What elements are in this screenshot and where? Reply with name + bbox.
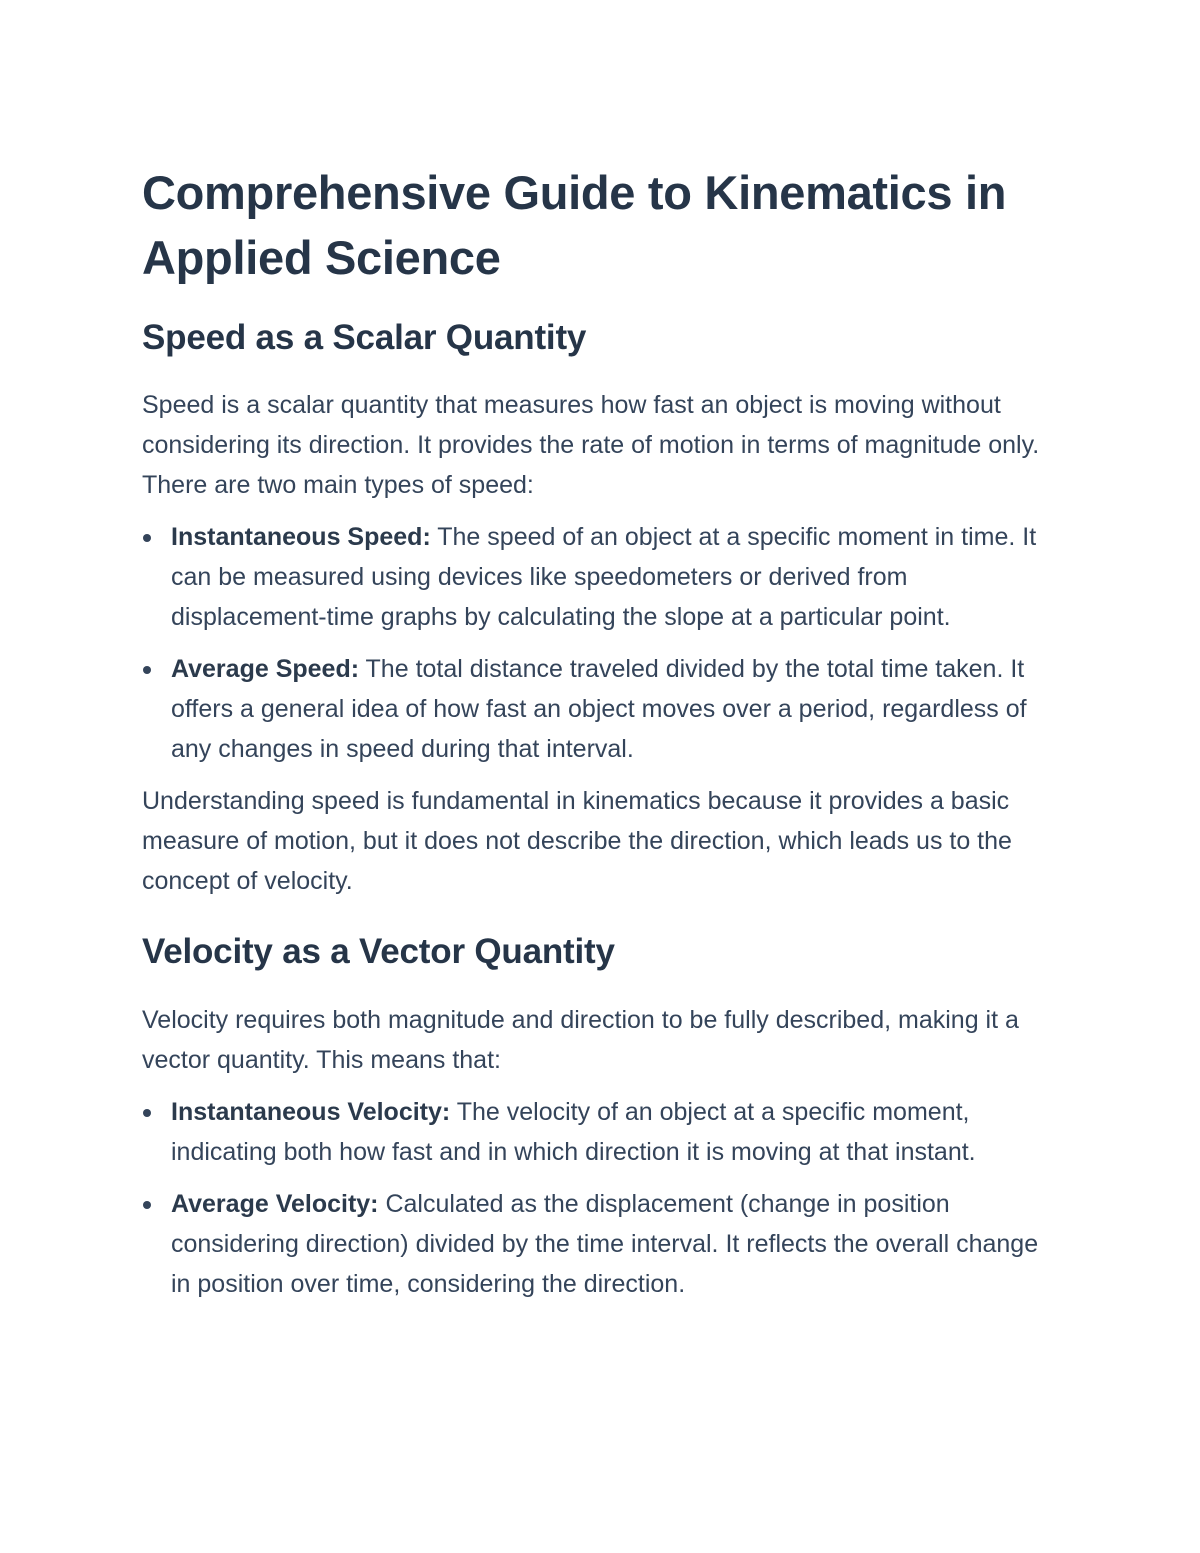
term-label: Average Velocity: [171,1190,379,1218]
term-label: Average Speed: [171,655,360,683]
term-label: Instantaneous Speed: [171,523,431,551]
section-velocity [142,928,1062,1304]
document-page [142,160,1062,1304]
bullet-icon [143,1201,151,1209]
bullet-icon [143,534,151,542]
list-item-average-speed [142,649,1062,769]
section-heading-speed: Speed as a Scalar Quantity [142,318,587,357]
section-heading-velocity: Velocity as a Vector Quantity [142,932,615,971]
section-speed [142,314,1062,901]
bullet-icon [143,666,151,674]
paragraph-speed-outro: Understanding speed is fundamental in kinematics because it provides a basic measure of motion, but it does not describe the direction, which leads us to the concept of velocity. [142,787,1012,895]
list-item-average-velocity [142,1184,1062,1304]
list-item-instantaneous-speed [142,517,1062,637]
term-description: The total distance traveled divided by the total time taken. It offers a general idea of how fast an object moves over a period, regardless of any changes in speed during that interval. [171,655,1027,763]
document-title: Comprehensive Guide to Kinematics in Applied Science [142,166,1007,284]
term-description: The speed of an object at a specific moment in time. It can be measured using devices like speedometers or derived from displacement-time graphs by calculating the slope at a particular point. [171,523,1037,631]
term-description: The velocity of an object at a specific moment, indicating both how fast and in which direction it is moving at that instant. [171,1098,976,1166]
paragraph-velocity-intro: Velocity requires both magnitude and direction to be fully described, making it a vector quantity. This means that: [142,1006,1019,1074]
paragraph-speed-intro: Speed is a scalar quantity that measures how fast an object is moving without considering its direction. It provides the rate of motion in terms of magnitude only. There are two main types of speed: [142,391,1040,499]
term-label: Instantaneous Velocity: [171,1098,451,1126]
term-description: Calculated as the displacement (change in position considering direction) divided by the time interval. It reflects the overall change in position over time, considering the direction. [171,1190,1039,1298]
list-velocity-types [142,1092,1062,1304]
bullet-icon [143,1109,151,1117]
list-item-instantaneous-velocity [142,1092,1062,1172]
list-speed-types [142,517,1062,769]
